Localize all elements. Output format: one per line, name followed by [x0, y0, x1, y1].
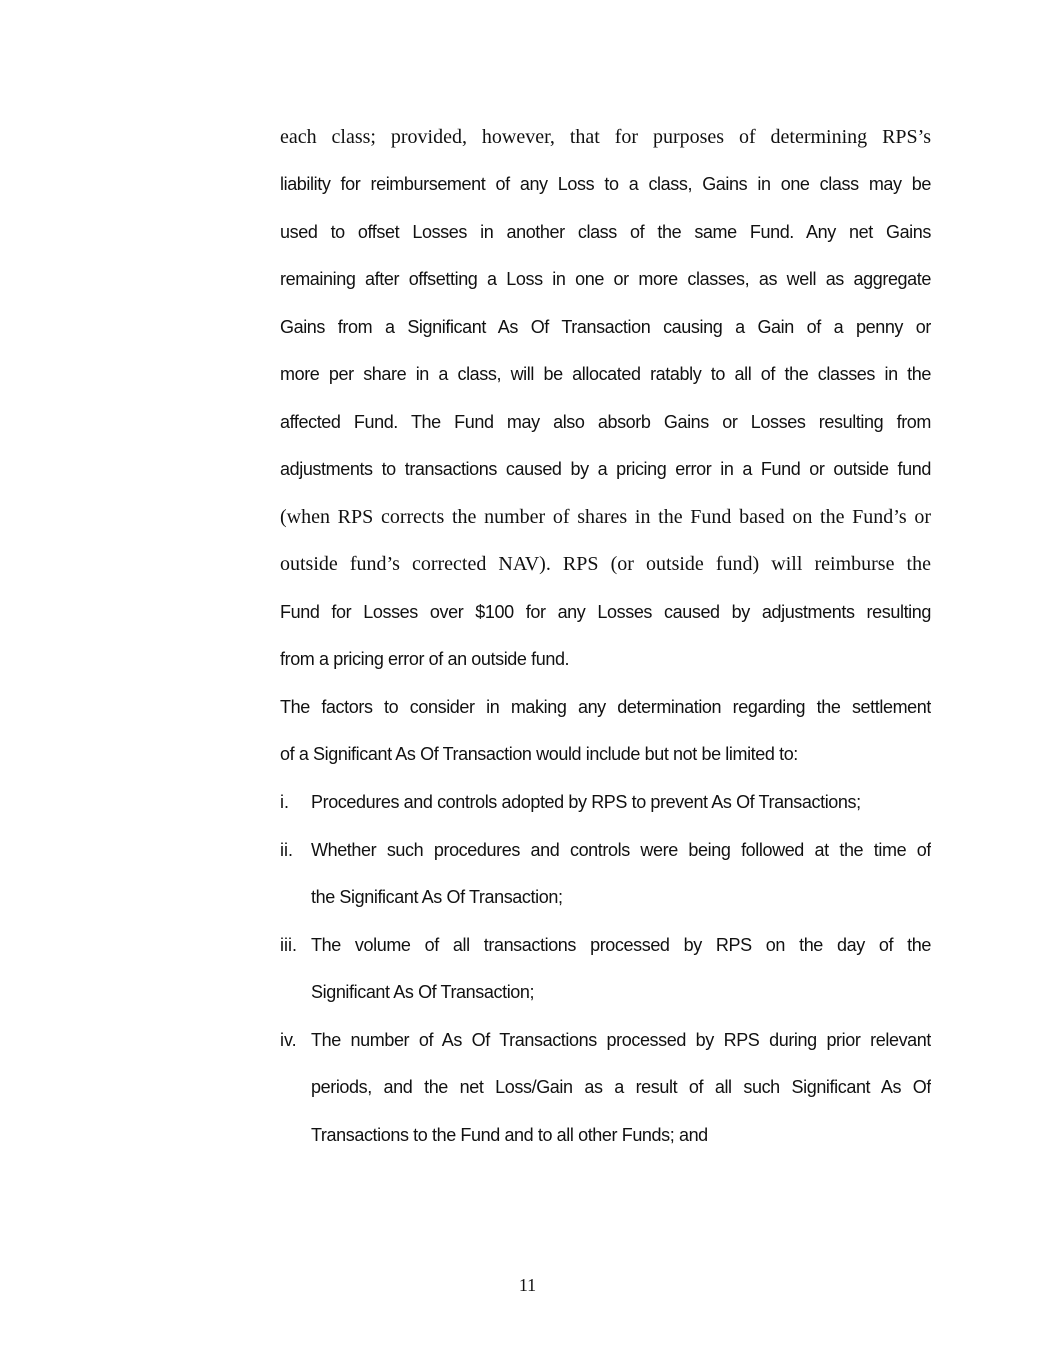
- text-line: adjustments to transactions caused by a pricing error in a Fund or outside fund: [280, 459, 931, 479]
- text-line: of a Significant As Of Transaction would include but not be limited to:: [280, 744, 798, 764]
- list-item-text: Whether such procedures and controls were being followed at the time of: [311, 840, 931, 860]
- list-item-text: the Significant As Of Transaction;: [311, 887, 563, 907]
- page-number: 11: [518, 1275, 537, 1295]
- list-item-text: Significant As Of Transaction;: [311, 982, 535, 1002]
- list-marker: ii.: [280, 840, 293, 860]
- text-line: used to offset Losses in another class of the same Fund. Any net Gains: [280, 222, 931, 242]
- text-line: (when RPS corrects the number of shares in the Fund based on the Fund’s or: [280, 506, 931, 528]
- text-line: more per share in a class, will be allocated ratably to all of the classes in the: [280, 364, 931, 384]
- text-line: Gains from a Significant As Of Transaction causing a Gain of a penny or: [280, 317, 931, 337]
- list-item-text: Transactions to the Fund and to all other Funds; and: [311, 1125, 708, 1145]
- text-line: The factors to consider in making any determination regarding the settlement: [280, 697, 931, 717]
- text-line: liability for reimbursement of any Loss to a class, Gains in one class may be: [280, 174, 931, 194]
- text-line: affected Fund. The Fund may also absorb Gains or Losses resulting from: [280, 412, 931, 432]
- list-marker: i.: [280, 792, 289, 812]
- list-item-text: The volume of all transactions processed by RPS on the day of the: [311, 935, 931, 955]
- list-item-text: periods, and the net Loss/Gain as a result of all such Significant As Of: [311, 1077, 931, 1097]
- text-line: remaining after offsetting a Loss in one or more classes, as well as aggregate: [280, 269, 931, 289]
- text-line: outside fund’s corrected NAV). RPS (or outside fund) will reimburse the: [280, 553, 931, 575]
- list-item-text: The number of As Of Transactions processed by RPS during prior relevant: [311, 1030, 931, 1050]
- list-marker: iv.: [280, 1030, 297, 1050]
- list-item-text: Procedures and controls adopted by RPS to prevent As Of Transactions;: [311, 792, 861, 812]
- list-marker: iii.: [280, 935, 297, 955]
- text-line: from a pricing error of an outside fund.: [280, 649, 570, 669]
- text-line: Fund for Losses over $100 for any Losses caused by adjustments resulting: [280, 602, 931, 622]
- text-line: each class; provided, however, that for purposes of determining RPS’s: [280, 126, 931, 148]
